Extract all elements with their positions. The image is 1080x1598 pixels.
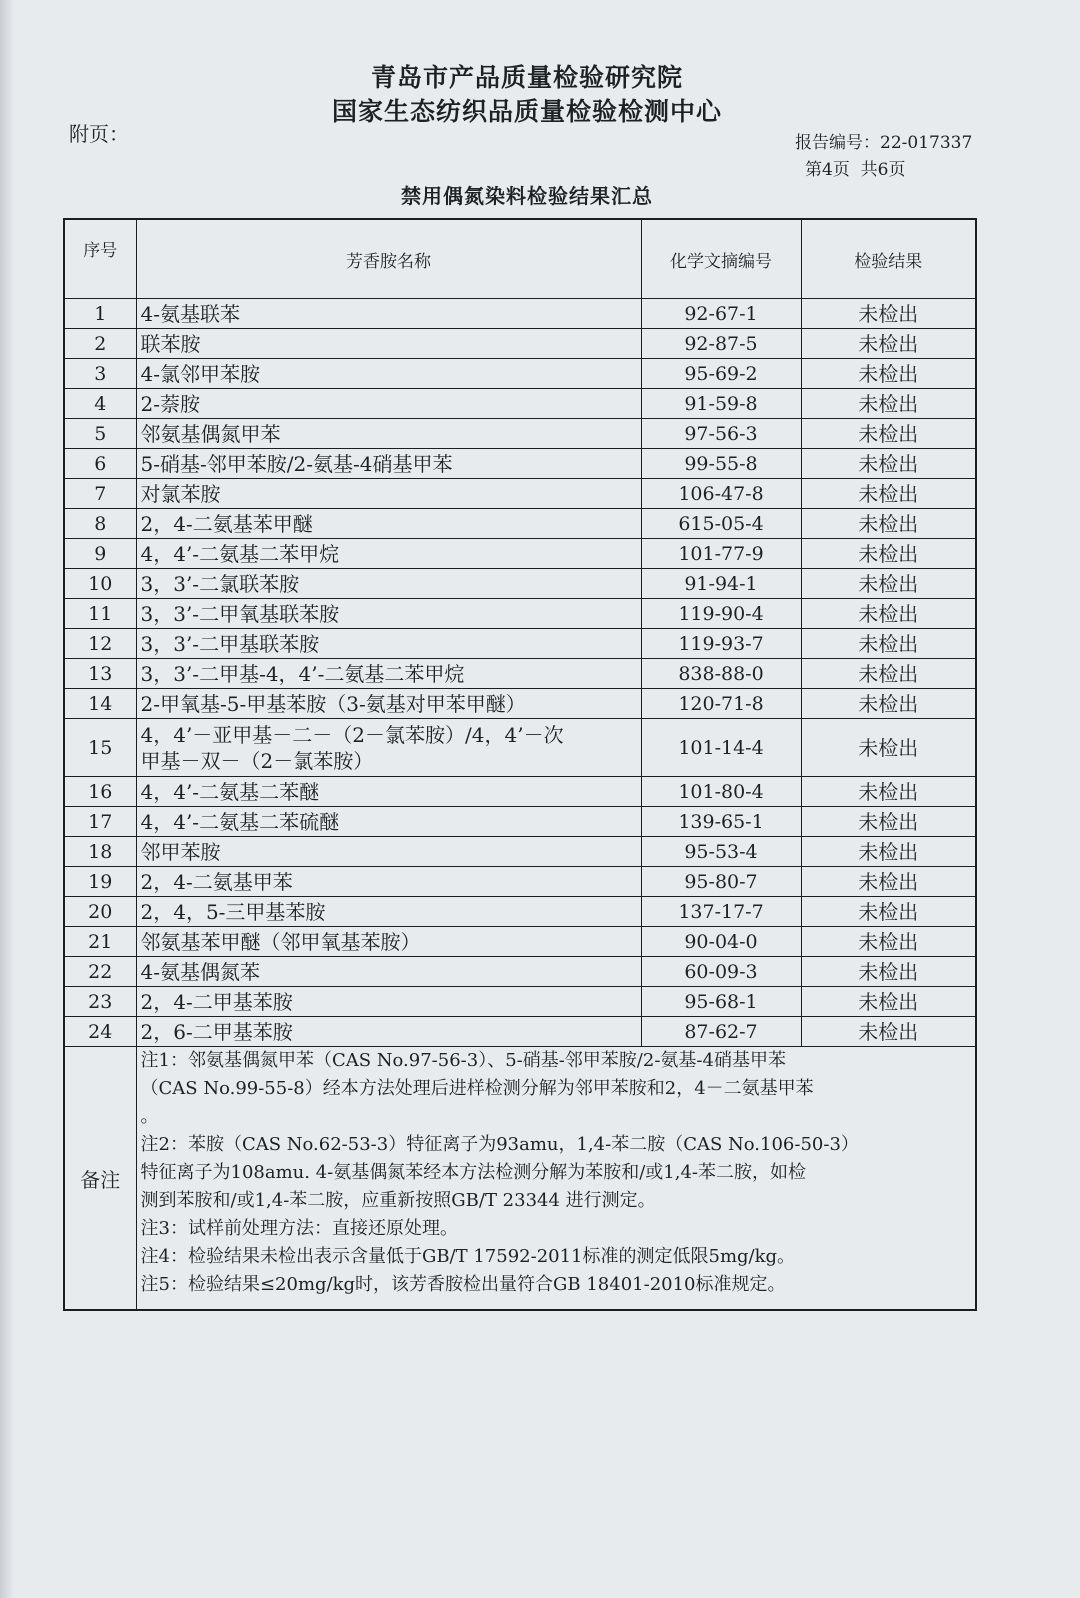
amine-name: 联苯胺 bbox=[136, 329, 641, 359]
row-number: 18 bbox=[64, 837, 136, 867]
table-row bbox=[64, 569, 976, 599]
cas-number: 99-55-8 bbox=[641, 449, 801, 479]
cas-number: 90-04-0 bbox=[641, 927, 801, 957]
test-result: 未检出 bbox=[801, 419, 976, 449]
row-number: 11 bbox=[64, 599, 136, 629]
row-number: 13 bbox=[64, 659, 136, 689]
amine-name: 邻氨基苯甲醚（邻甲氧基苯胺） bbox=[136, 927, 641, 957]
row-number: 8 bbox=[64, 509, 136, 539]
column-header-amine-name: 芳香胺名称 bbox=[136, 219, 641, 299]
report-number: 报告编号：22-017337 bbox=[795, 133, 973, 153]
row-number: 3 bbox=[64, 359, 136, 389]
cas-number: 119-90-4 bbox=[641, 599, 801, 629]
results-table bbox=[63, 218, 977, 1311]
table-row bbox=[64, 837, 976, 867]
column-header-result: 检验结果 bbox=[801, 219, 976, 299]
table-row bbox=[64, 897, 976, 927]
row-number: 17 bbox=[64, 807, 136, 837]
table-row bbox=[64, 777, 976, 807]
amine-name: 3，3’-二甲基-4，4’-二氨基二苯甲烷 bbox=[136, 659, 641, 689]
test-result: 未检出 bbox=[801, 539, 976, 569]
test-result: 未检出 bbox=[801, 957, 976, 987]
test-result: 未检出 bbox=[801, 987, 976, 1017]
row-number: 5 bbox=[64, 419, 136, 449]
test-result: 未检出 bbox=[801, 299, 976, 329]
cas-number: 92-87-5 bbox=[641, 329, 801, 359]
table-row bbox=[64, 479, 976, 509]
amine-name: 2，4-二氨基甲苯 bbox=[136, 867, 641, 897]
amine-name: 2，6-二甲基苯胺 bbox=[136, 1017, 641, 1047]
center-name: 国家生态纺织品质量检验检测中心 bbox=[331, 97, 722, 126]
row-number: 22 bbox=[64, 957, 136, 987]
row-number: 1 bbox=[64, 299, 136, 329]
test-result: 未检出 bbox=[801, 837, 976, 867]
row-number: 21 bbox=[64, 927, 136, 957]
remark-note: 注5：检验结果≤20mg/kg时，该芳香胺检出量符合GB 18401-2010标准规定。 bbox=[140, 1274, 786, 1295]
table-row bbox=[64, 719, 976, 777]
row-number: 14 bbox=[64, 689, 136, 719]
table-row bbox=[64, 689, 976, 719]
row-number: 6 bbox=[64, 449, 136, 479]
row-number: 7 bbox=[64, 479, 136, 509]
table-row bbox=[64, 509, 976, 539]
amine-name: 4，4’-二氨基二苯醚 bbox=[136, 777, 641, 807]
cas-number: 92-67-1 bbox=[641, 299, 801, 329]
test-result: 未检出 bbox=[801, 449, 976, 479]
amine-name: 3，3’-二甲基联苯胺 bbox=[136, 629, 641, 659]
test-result: 未检出 bbox=[801, 569, 976, 599]
amine-name: 邻甲苯胺 bbox=[136, 837, 641, 867]
table-row bbox=[64, 419, 976, 449]
remark-note: 注1：邻氨基偶氮甲苯（CAS No.97-56-3）、5-硝基-邻甲苯胺/2-氨基-4硝基甲苯 （CAS No.99-55-8）经本方法处理后进样检测分解为邻甲苯胺和2，4－二氨基甲苯 。 bbox=[140, 1050, 814, 1127]
test-result: 未检出 bbox=[801, 329, 976, 359]
table-row bbox=[64, 329, 976, 359]
test-result: 未检出 bbox=[801, 599, 976, 629]
amine-name: 4，4’-二氨基二苯硫醚 bbox=[136, 807, 641, 837]
test-result: 未检出 bbox=[801, 359, 976, 389]
column-header-cas-number: 化学文摘编号 bbox=[641, 219, 801, 299]
table-row bbox=[64, 957, 976, 987]
cas-number: 139-65-1 bbox=[641, 807, 801, 837]
table-row bbox=[64, 867, 976, 897]
cas-number: 95-80-7 bbox=[641, 867, 801, 897]
row-number: 2 bbox=[64, 329, 136, 359]
amine-name: 2-甲氧基-5-甲基苯胺（3-氨基对甲苯甲醚） bbox=[136, 689, 641, 719]
remarks-body bbox=[136, 1047, 976, 1311]
cas-number: 137-17-7 bbox=[641, 897, 801, 927]
amine-name: 4-氨基偶氮苯 bbox=[136, 957, 641, 987]
row-number: 9 bbox=[64, 539, 136, 569]
test-result: 未检出 bbox=[801, 897, 976, 927]
table-row bbox=[64, 629, 976, 659]
row-number: 4 bbox=[64, 389, 136, 419]
test-result: 未检出 bbox=[801, 689, 976, 719]
row-number: 12 bbox=[64, 629, 136, 659]
cas-number: 120-71-8 bbox=[641, 689, 801, 719]
test-result: 未检出 bbox=[801, 807, 976, 837]
table-header-row bbox=[64, 219, 976, 299]
column-header-number: 序号 bbox=[64, 219, 136, 299]
remark-note: 注3：试样前处理方法：直接还原处理。 bbox=[140, 1218, 458, 1239]
table-row bbox=[64, 539, 976, 569]
amine-name: 2，4，5-三甲基苯胺 bbox=[136, 897, 641, 927]
test-result: 未检出 bbox=[801, 509, 976, 539]
table-row bbox=[64, 1017, 976, 1047]
row-number: 19 bbox=[64, 867, 136, 897]
cas-number: 101-80-4 bbox=[641, 777, 801, 807]
cas-number: 87-62-7 bbox=[641, 1017, 801, 1047]
cas-number: 95-68-1 bbox=[641, 987, 801, 1017]
cas-number: 95-53-4 bbox=[641, 837, 801, 867]
cas-number: 91-94-1 bbox=[641, 569, 801, 599]
table-body bbox=[64, 299, 976, 1047]
row-number: 20 bbox=[64, 897, 136, 927]
row-number: 15 bbox=[64, 719, 136, 777]
cas-number: 838-88-0 bbox=[641, 659, 801, 689]
cas-number: 101-77-9 bbox=[641, 539, 801, 569]
test-result: 未检出 bbox=[801, 867, 976, 897]
cas-number: 97-56-3 bbox=[641, 419, 801, 449]
test-result: 未检出 bbox=[801, 719, 976, 777]
table-row bbox=[64, 449, 976, 479]
amine-name: 4-氯邻甲苯胺 bbox=[136, 359, 641, 389]
amine-name: 3，3’-二甲氧基联苯胺 bbox=[136, 599, 641, 629]
remarks-row bbox=[64, 1047, 976, 1311]
row-number: 23 bbox=[64, 987, 136, 1017]
cas-number: 101-14-4 bbox=[641, 719, 801, 777]
table-row bbox=[64, 807, 976, 837]
attachment-label: 附页： bbox=[69, 122, 129, 146]
table-row bbox=[64, 359, 976, 389]
test-result: 未检出 bbox=[801, 389, 976, 419]
amine-name: 对氯苯胺 bbox=[136, 479, 641, 509]
cas-number: 119-93-7 bbox=[641, 629, 801, 659]
test-result: 未检出 bbox=[801, 629, 976, 659]
institute-name: 青岛市产品质量检验研究院 bbox=[370, 63, 683, 92]
document-title: 禁用偶氮染料检验结果汇总 bbox=[401, 184, 653, 208]
amine-name: 3，3’-二氯联苯胺 bbox=[136, 569, 641, 599]
amine-name: 邻氨基偶氮甲苯 bbox=[136, 419, 641, 449]
amine-name: 2，4-二氨基苯甲醚 bbox=[136, 509, 641, 539]
amine-name: 2，4-二甲基苯胺 bbox=[136, 987, 641, 1017]
amine-name: 5-硝基-邻甲苯胺/2-氨基-4硝基甲苯 bbox=[136, 449, 641, 479]
amine-name: 4，4’-二氨基二苯甲烷 bbox=[136, 539, 641, 569]
row-number: 10 bbox=[64, 569, 136, 599]
paper-edge-shadow bbox=[0, 0, 14, 1598]
test-result: 未检出 bbox=[801, 777, 976, 807]
cas-number: 60-09-3 bbox=[641, 957, 801, 987]
table-row bbox=[64, 389, 976, 419]
cas-number: 106-47-8 bbox=[641, 479, 801, 509]
table-row bbox=[64, 987, 976, 1017]
test-result: 未检出 bbox=[801, 659, 976, 689]
remark-note: 注2：苯胺（CAS No.62-53-3）特征离子为93amu，1,4-苯二胺（CAS No.106-50-3） 特征离子为108amu. 4-氨基偶氮苯经本方法检测分解为苯胺和/或1,4-苯二胺，如检 测到苯胺和/或1,4-苯二胺，应重新按照GB/T 23344 进行测定。 bbox=[140, 1134, 859, 1211]
amine-name: 2-萘胺 bbox=[136, 389, 641, 419]
amine-name: 4，4’－亚甲基－二－（2－氯苯胺）/4，4’－次 甲基－双－（2－氯苯胺） bbox=[136, 719, 641, 777]
test-result: 未检出 bbox=[801, 479, 976, 509]
table-row bbox=[64, 927, 976, 957]
test-result: 未检出 bbox=[801, 1017, 976, 1047]
row-number: 16 bbox=[64, 777, 136, 807]
table-row bbox=[64, 599, 976, 629]
cas-number: 95-69-2 bbox=[641, 359, 801, 389]
page-info: 第4页 共6页 bbox=[805, 160, 906, 180]
cas-number: 615-05-4 bbox=[641, 509, 801, 539]
cas-number: 91-59-8 bbox=[641, 389, 801, 419]
remarks-label: 备注 bbox=[64, 1047, 136, 1311]
remark-note: 注4：检验结果未检出表示含量低于GB/T 17592-2011标准的测定低限5mg/kg。 bbox=[140, 1246, 796, 1267]
row-number: 24 bbox=[64, 1017, 136, 1047]
amine-name: 4-氨基联苯 bbox=[136, 299, 641, 329]
test-result: 未检出 bbox=[801, 927, 976, 957]
table-row bbox=[64, 659, 976, 689]
table-row bbox=[64, 299, 976, 329]
